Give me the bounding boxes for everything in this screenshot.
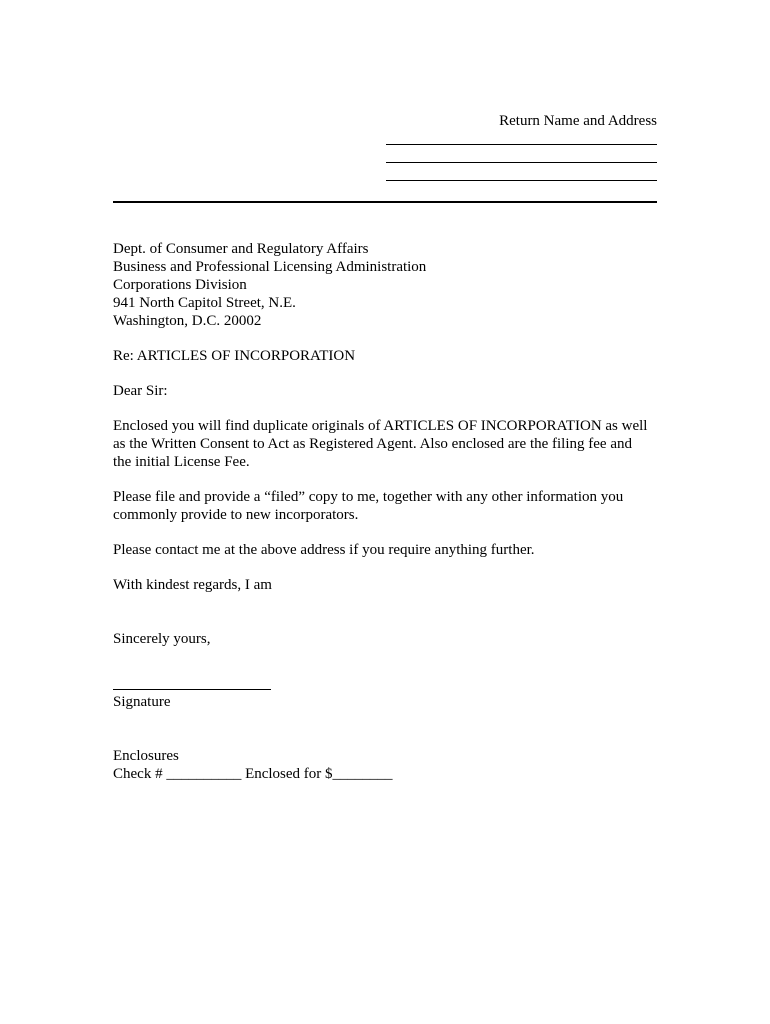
letter-body: [113, 240, 673, 783]
paragraph-line: commonly provide to new incorporators.: [113, 507, 359, 523]
paragraph-line: Enclosed you will find duplicate originals of ARTICLES OF INCORPORATION as well: [113, 418, 648, 434]
check-enclosed-line: Check # __________ Enclosed for $________: [113, 766, 393, 782]
recipient-line: Business and Professional Licensing Administration: [113, 259, 427, 275]
return-address-label: Return Name and Address: [499, 113, 657, 129]
recipient-line: 941 North Capitol Street, N.E.: [113, 295, 296, 311]
paragraph-line: Please file and provide a “filed” copy to me, together with any other information you: [113, 489, 624, 505]
re-subject-line: Re: ARTICLES OF INCORPORATION: [113, 348, 356, 364]
paragraph-line: the initial License Fee.: [113, 454, 250, 470]
regards-line: With kindest regards, I am: [113, 577, 272, 593]
recipient-address: [113, 240, 673, 330]
recipient-line: Corporations Division: [113, 277, 247, 293]
recipient-line: Dept. of Consumer and Regulatory Affairs: [113, 241, 369, 257]
paragraph-contact: Please contact me at the above address if you require anything further.: [113, 542, 535, 558]
paragraph-file: [113, 488, 673, 524]
header-divider: [113, 201, 657, 203]
closing-line: Sincerely yours,: [113, 631, 211, 647]
return-address-line-1: [386, 144, 657, 145]
recipient-line: Washington, D.C. 20002: [113, 313, 262, 329]
enclosures-label: Enclosures: [113, 748, 179, 764]
signature-line: [113, 689, 271, 690]
paragraph-enclosed: [113, 417, 673, 471]
return-address-line-2: [386, 162, 657, 163]
return-address-line-3: [386, 180, 657, 181]
salutation: Dear Sir:: [113, 383, 168, 399]
signature-label: Signature: [113, 694, 171, 710]
paragraph-line: as the Written Consent to Act as Registered Agent. Also enclosed are the filing fee and: [113, 436, 632, 452]
